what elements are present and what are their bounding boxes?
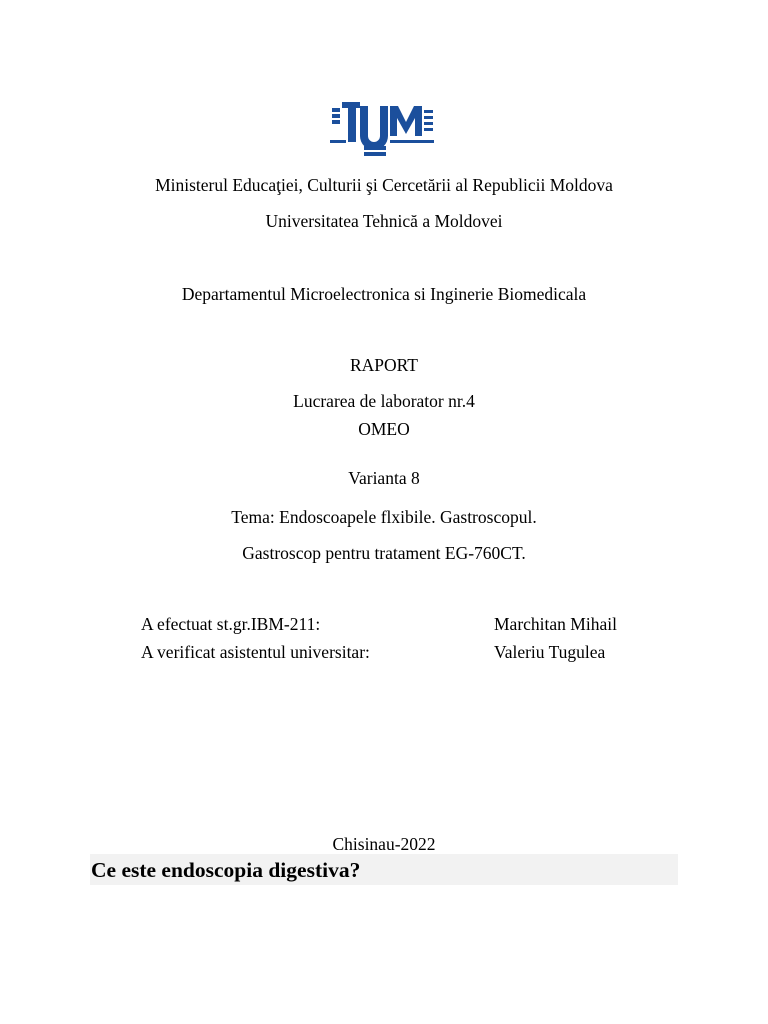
verified-name: Valeriu Tugulea (494, 642, 606, 662)
department-name: Departamentul Microelectronica si Inginerie Biomedicala (181, 284, 587, 304)
city-year: Chisinau-2022 (332, 834, 436, 854)
ministry-name: Ministerul Educaţiei, Culturii şi Cercetării al Republicii Moldova (155, 175, 613, 195)
performed-name: Marchitan Mihail (494, 614, 617, 634)
university-name: Universitatea Tehnică a Moldovei (265, 211, 503, 231)
utm-logo-icon (330, 100, 436, 158)
report-title: RAPORT (350, 355, 418, 375)
verified-label: A verificat asistentul universitar: (141, 642, 370, 662)
variant-label: Varianta 8 (348, 468, 420, 488)
performed-label: A efectuat st.gr.IBM-211: (141, 614, 321, 634)
section-heading: Ce este endoscopia digestiva? (91, 858, 361, 882)
topic-line: Tema: Endoscoapele flxibile. Gastroscopul. (231, 507, 537, 527)
device-line: Gastroscop pentru tratament EG-760CT. (242, 543, 526, 563)
lab-title: Lucrarea de laborator nr.4 (293, 391, 475, 411)
subject-title: OMEO (358, 419, 410, 439)
